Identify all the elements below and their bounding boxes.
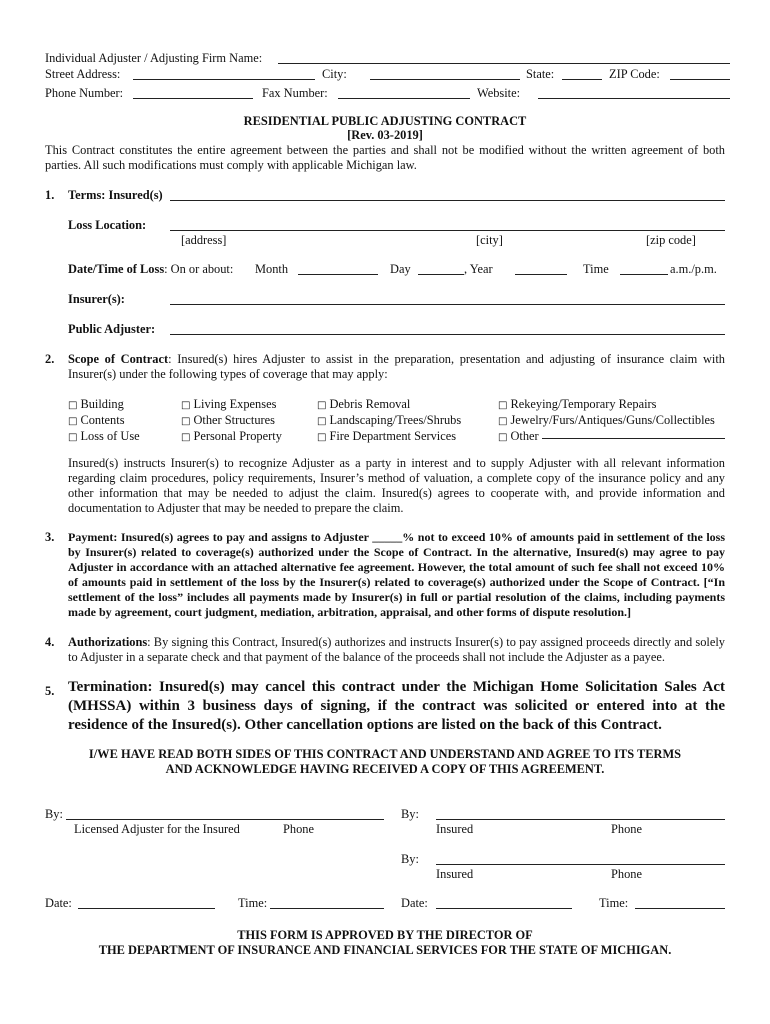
address-hint: [address] — [181, 233, 227, 247]
authorizations-text: : By signing this Contract, Insured(s) authorizes and instructs Insurer(s) to pay assigned proceeds directly and solely to Adjuster in a separate check and that payment of the balance of the proceeds shall not include the Adjuster as a payee. — [68, 635, 725, 664]
coverage-option-debris-removal[interactable] — [317, 397, 461, 413]
coverage-label: Debris Removal — [329, 397, 411, 411]
coverage-label: Jewelry/Furs/Antiques/Guns/Collectibles — [510, 413, 715, 427]
terms-insured-label: Terms: Insured(s) — [68, 188, 163, 202]
adjuster-time-field[interactable] — [270, 908, 384, 909]
insured-time-field[interactable] — [635, 908, 725, 909]
checkbox-icon[interactable]: □ — [317, 416, 327, 427]
adjuster-by-label: By: — [45, 807, 63, 821]
authorizations-paragraph — [68, 635, 725, 665]
adjuster-date-label: Date: — [45, 896, 72, 910]
checkbox-icon[interactable]: □ — [68, 416, 78, 427]
phone-number-label: Phone Number: — [45, 86, 124, 100]
on-or-about-label: : On or about: — [164, 262, 234, 276]
phone-number-field[interactable] — [133, 98, 253, 99]
coverage-label: Landscaping/Trees/Shrubs — [329, 413, 462, 427]
adjuster-signature-field[interactable] — [66, 819, 384, 820]
coverage-label: Personal Property — [193, 429, 282, 443]
coverage-option-other-structures[interactable] — [181, 413, 282, 429]
authorizations-heading: Authorizations — [68, 635, 148, 649]
checkbox-icon[interactable]: □ — [68, 400, 78, 411]
website-field[interactable] — [538, 98, 730, 99]
street-address-label: Street Address: — [45, 67, 121, 81]
insured-date-field[interactable] — [436, 908, 572, 909]
coverage-option-fire-department[interactable] — [317, 429, 461, 445]
insured-2-label: Insured — [436, 867, 474, 881]
public-adjuster-field[interactable] — [170, 334, 725, 335]
checkbox-icon[interactable]: □ — [498, 432, 508, 443]
time-field[interactable] — [620, 274, 668, 275]
insurer-label: Insurer(s): — [68, 292, 125, 306]
section-2-number: 2. — [45, 352, 55, 366]
public-adjuster-label: Public Adjuster: — [68, 322, 156, 336]
scope-text: : Insured(s) hires Adjuster to assist in the preparation, presentation and adjusting of insurance claim with Insurer(s) under the following types of coverage that may apply: — [68, 352, 726, 381]
section-5-number: 5. — [45, 684, 55, 698]
adjuster-time-label: Time: — [238, 896, 268, 910]
scope-paragraph — [68, 352, 725, 382]
checkbox-icon[interactable]: □ — [181, 432, 191, 443]
coverage-label: Contents — [80, 413, 125, 427]
intro-paragraph: This Contract constitutes the entire agreement between the parties and shall not be modified without the written agreement of both parties. All such modifications must comply with applicable Michigan law. — [45, 143, 725, 172]
acknowledgement-line-2: AND ACKNOWLEDGE HAVING RECEIVED A COPY OF THIS AGREEMENT. — [165, 762, 605, 776]
coverage-label: Rekeying/Temporary Repairs — [510, 397, 657, 411]
insured-1-label: Insured — [436, 822, 474, 836]
coverage-option-contents[interactable] — [68, 413, 140, 429]
adjuster-date-field[interactable] — [78, 908, 215, 909]
contract-revision: [Rev. 03-2019] — [347, 128, 423, 142]
coverage-column-2 — [181, 397, 282, 445]
year-field[interactable] — [515, 274, 567, 275]
zip-code-field[interactable] — [670, 79, 730, 80]
checkbox-icon[interactable]: □ — [498, 400, 508, 411]
insured-date-label: Date: — [401, 896, 428, 910]
month-label: Month — [255, 262, 289, 276]
insured-2-by-label: By: — [401, 852, 419, 866]
section-4-number: 4. — [45, 635, 55, 649]
loss-location-label: Loss Location: — [68, 218, 147, 232]
insured-2-signature-field[interactable] — [436, 864, 725, 865]
licensed-adjuster-label: Licensed Adjuster for the Insured — [74, 822, 240, 836]
coverage-option-rekeying[interactable] — [498, 397, 715, 413]
checkbox-icon[interactable]: □ — [317, 432, 327, 443]
city-field[interactable] — [370, 79, 520, 80]
footer-line-1: THIS FORM IS APPROVED BY THE DIRECTOR OF — [237, 928, 533, 942]
coverage-label: Other — [510, 429, 539, 443]
coverage-option-other[interactable] — [498, 429, 715, 445]
street-address-field[interactable] — [133, 79, 315, 80]
adjuster-name-label: Individual Adjuster / Adjusting Firm Name: — [45, 51, 263, 65]
checkbox-icon[interactable]: □ — [498, 416, 508, 427]
coverage-label: Other Structures — [193, 413, 276, 427]
coverage-option-loss-of-use[interactable] — [68, 429, 140, 445]
instructions-paragraph: Insured(s) instructs Insurer(s) to recognize Adjuster as a party in interest and to supply Adjuster with all relevant information regarding claim procedures, policy requirements, Insurer’s method of valuation, a complete copy of the insurance policy and any other information that may be needed to adjust the claim. Insured(s) agrees to cooperate with, and provide information and documentation to Adjuster that may be needed to prepare the claim. — [68, 456, 725, 515]
coverage-option-building[interactable] — [68, 397, 140, 413]
scope-heading: Scope of Contract — [68, 352, 169, 366]
insured-1-phone-label: Phone — [611, 822, 642, 836]
coverage-column-3 — [317, 397, 461, 445]
loss-location-field[interactable] — [170, 230, 725, 231]
coverage-option-living-expenses[interactable] — [181, 397, 282, 413]
month-field[interactable] — [298, 274, 378, 275]
day-field[interactable] — [418, 274, 464, 275]
am-pm-label: a.m./p.m. — [670, 262, 717, 276]
coverage-label: Living Expenses — [193, 397, 277, 411]
adjuster-phone-label: Phone — [283, 822, 314, 836]
website-label: Website: — [477, 86, 521, 100]
acknowledgement-line-1: I/WE HAVE READ BOTH SIDES OF THIS CONTRACT AND UNDERSTAND AND AGREE TO ITS TERMS — [88, 747, 682, 761]
coverage-option-jewelry[interactable] — [498, 413, 715, 429]
termination-paragraph: Termination: Insured(s) may cancel this contract under the Michigan Home Solicitation Sales Act (MHSSA) within 3 business days of signing, if the contract was solicited or entered into at the residence of the Insured(s). Other cancellation options are listed on the back of this Contract. — [68, 679, 725, 733]
zip-code-label: ZIP Code: — [609, 67, 660, 81]
checkbox-icon[interactable]: □ — [317, 400, 327, 411]
coverage-option-personal-property[interactable] — [181, 429, 282, 445]
insured-time-label: Time: — [599, 896, 629, 910]
coverage-label: Fire Department Services — [329, 429, 457, 443]
coverage-label: Loss of Use — [80, 429, 140, 443]
fax-number-label: Fax Number: — [262, 86, 328, 100]
checkbox-icon[interactable]: □ — [181, 416, 191, 427]
year-label: , Year — [464, 262, 493, 276]
insured-1-signature-field[interactable] — [436, 819, 725, 820]
section-3-number: 3. — [45, 530, 55, 544]
coverage-column-1 — [68, 397, 140, 445]
date-time-of-loss-row — [68, 262, 233, 277]
contract-title: RESIDENTIAL PUBLIC ADJUSTING CONTRACT — [243, 114, 527, 128]
checkbox-icon[interactable]: □ — [181, 400, 191, 411]
state-label: State: — [526, 67, 555, 81]
adjuster-name-field[interactable] — [278, 63, 730, 64]
state-field[interactable] — [562, 79, 602, 80]
section-1-number: 1. — [45, 188, 55, 202]
coverage-label: Building — [80, 397, 124, 411]
city-hint: [city] — [476, 233, 503, 247]
zip-hint: [zip code] — [646, 233, 696, 247]
other-coverage-field[interactable] — [542, 438, 725, 439]
insured-name-field[interactable] — [170, 200, 725, 201]
footer-line-2: THE DEPARTMENT OF INSURANCE AND FINANCIAL SERVICES FOR THE STATE OF MICHIGAN. — [98, 943, 672, 957]
day-label: Day — [390, 262, 411, 276]
fax-number-field[interactable] — [338, 98, 470, 99]
insured-1-by-label: By: — [401, 807, 419, 821]
coverage-option-landscaping[interactable] — [317, 413, 461, 429]
time-label: Time — [583, 262, 609, 276]
date-time-label: Date/Time of Loss — [68, 262, 165, 276]
insured-2-phone-label: Phone — [611, 867, 642, 881]
city-label: City: — [322, 67, 347, 81]
checkbox-icon[interactable]: □ — [68, 432, 78, 443]
insurer-field[interactable] — [170, 304, 725, 305]
payment-paragraph: Payment: Insured(s) agrees to pay and assigns to Adjuster _____% not to exceed 10% of amounts paid in settlement of the loss by Insurer(s) related to coverage(s) authorized under the Scope of Contract. In the alternative, Insured(s) may agree to pay Adjuster in accordance with an attached alternative fee agreement. However, the total amount of such fee shall not exceed 10% of amounts paid in settlement of the loss by the Insurer(s) related to coverage(s) authorized under the Scope of Contract. [“In settlement of the loss” includes all payments made by Insurer(s) in full or partial resolution of the claims, including payments made by agreement, court judgment, mediation, arbitration, appraisal, and other forms of dispute resolution.] — [68, 530, 725, 619]
